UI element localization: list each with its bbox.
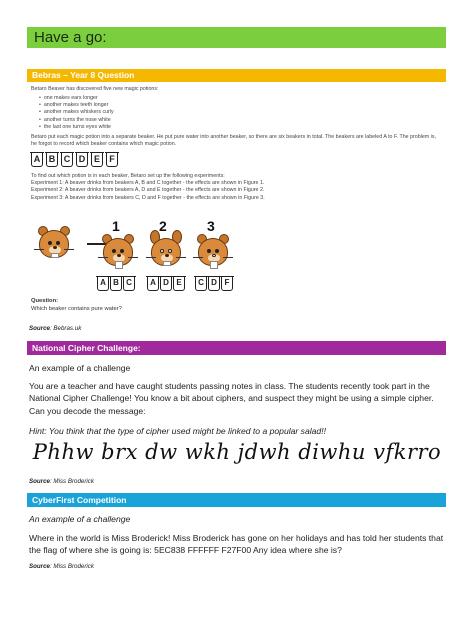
beaker-icon: C — [61, 152, 73, 167]
figure-number: 1 — [112, 218, 120, 234]
beaker-icon: A — [31, 152, 43, 167]
source-label: Source — [29, 325, 50, 332]
bebras-question — [31, 298, 122, 313]
bebras-section-header: Bebras – Year 8 Question — [27, 69, 446, 82]
beaker-group-1 — [97, 276, 135, 291]
list-item: • another makes whiskers curly — [39, 109, 443, 116]
figure-number: 2 — [159, 218, 167, 234]
experiments — [31, 173, 443, 202]
beaker-icon: D — [208, 276, 220, 291]
list-item: • another makes teeth longer — [39, 102, 443, 109]
list-item: • another turns the nose white — [39, 117, 443, 124]
beaker-icon: E — [173, 276, 185, 291]
beaker-row — [31, 152, 443, 167]
potion-effects-list — [39, 95, 443, 131]
beaker-icon: E — [91, 152, 103, 167]
question-label: Question: — [31, 298, 59, 304]
experiments-intro: To find out which potion is in each beaker, Betaro set up the following experiments: — [31, 173, 225, 180]
beaker-icon: F — [221, 276, 233, 291]
bebras-question-body — [31, 86, 443, 202]
cyber-body: Where in the world is Miss Broderick! Miss Broderick has gone on her holidays and has told her students that the flag of where she is going is: 5EC838 FFFFFF F27F00 Any idea where she is? — [29, 533, 444, 556]
beaver-icon — [35, 226, 73, 262]
beaker-icon: B — [110, 276, 122, 291]
beaker-icon: D — [76, 152, 88, 167]
cipher-subtitle: An example of a challenge — [29, 363, 131, 373]
cipher-hint: Hint: You think that the type of cipher used might be linked to a popular salad!! — [29, 426, 326, 436]
source-value: : Miss Broderick — [49, 478, 94, 485]
beaker-icon: D — [160, 276, 172, 291]
experiment-1: Experiment 1: A beaver drinks from beakers A, B and C together - the effects are shown in Figure 1. — [31, 180, 265, 187]
cipher-section-header: National Cipher Challenge: — [27, 341, 446, 355]
beaker-icon: A — [147, 276, 159, 291]
cyber-subtitle: An example of a challenge — [29, 514, 131, 524]
beaver-icon — [194, 234, 232, 270]
beaker-icon: C — [123, 276, 135, 291]
cipher-body: You are a teacher and have caught students passing notes in class. The students recently took part in the National Cipher Challenge! You know a bit about ciphers, and suspect they might be using a simple cipher. Can you decode the message: — [29, 381, 434, 416]
beaker-icon: C — [195, 276, 207, 291]
beaver-figures — [31, 218, 311, 300]
question-text: Which beaker contains pure water? — [31, 305, 122, 312]
experiment-3: Experiment 3: A beaver drinks from beakers C, D and F together - the effects are shown in Figure 3. — [31, 194, 265, 201]
source-label: Source — [29, 563, 50, 570]
beaker-icon: A — [97, 276, 109, 291]
cipher-message: Phhw brx dw wkh jdwh diwhu vfkrro — [32, 440, 442, 464]
beaker-group-2 — [147, 276, 185, 291]
bebras-setup: Betaro put each magic potion into a separate beaker. He put pure water into another beaker, so there are six beakers in total. The beakers are labeled A to F. The problem is, he forgot to record which beaker contains which magic potion. — [31, 133, 436, 147]
source-value: : Bebras.uk — [49, 325, 82, 332]
cyber-source — [29, 563, 94, 570]
cipher-source — [29, 478, 94, 485]
page-title: Have a go: — [27, 27, 446, 48]
beaver-icon — [99, 234, 137, 270]
figure-number: 3 — [207, 218, 215, 234]
bebras-source — [29, 325, 81, 332]
cyber-section-header: CyberFirst Competition — [27, 493, 446, 507]
beaver-icon — [147, 234, 185, 270]
source-value: : Miss Broderick — [49, 563, 94, 570]
beaker-icon: B — [46, 152, 58, 167]
list-item: • one makes ears longer — [39, 95, 443, 102]
list-item: • the last one turns eyes white — [39, 124, 443, 131]
experiment-2: Experiment 2: A beaver drinks from beakers A, D and E together - the effects are shown in Figure 2. — [31, 187, 265, 194]
beaker-icon: F — [106, 152, 118, 167]
bebras-intro: Betaro Beaver has discovered five new magic potions: — [31, 86, 159, 92]
beaker-group-3 — [195, 276, 233, 291]
source-label: Source — [29, 478, 50, 485]
